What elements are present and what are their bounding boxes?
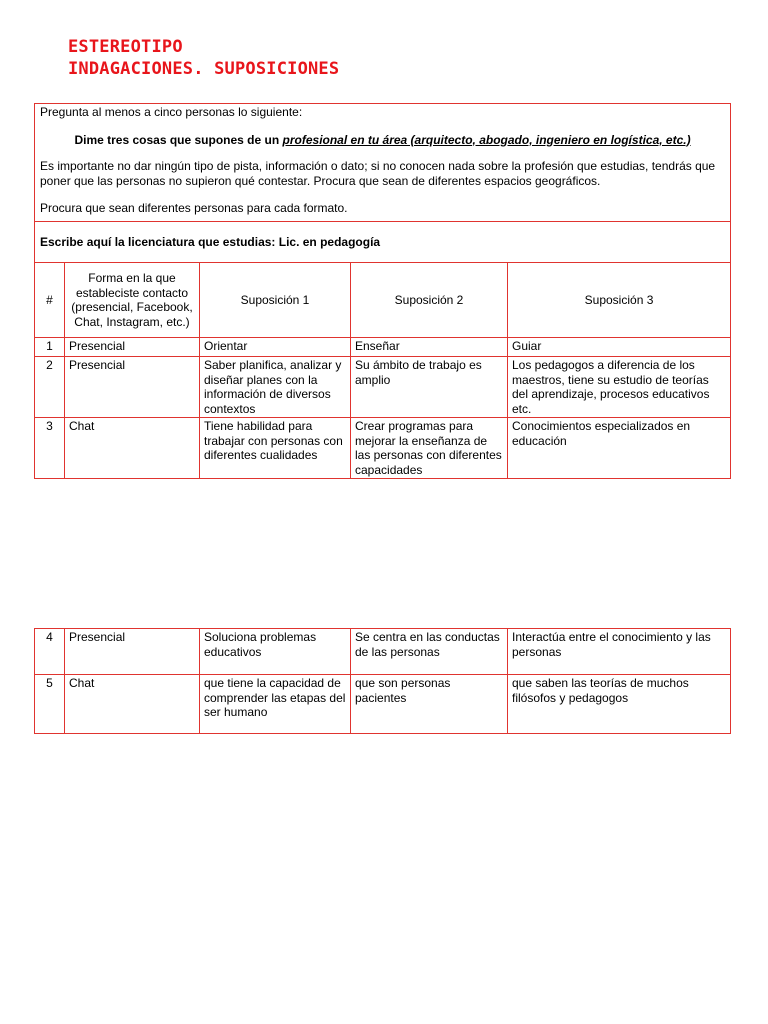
table-row — [35, 629, 731, 675]
question-prefix: Dime tres cosas que supones de un — [74, 132, 283, 147]
row-s2: Enseñar — [351, 338, 508, 357]
row-s3: que saben las teorías de muchos filósofos y pedagogos — [508, 675, 731, 734]
row-s1: Soluciona problemas educativos — [200, 629, 351, 675]
table-row — [35, 357, 731, 418]
row-s1: Saber planifica, analizar y diseñar planes con la información de diversos contextos — [200, 357, 351, 418]
page-header — [68, 36, 339, 80]
instruction-text: Pregunta al menos a cinco personas lo siguiente: — [40, 105, 303, 119]
col-header-s3: Suposición 3 — [508, 263, 731, 338]
row-contact: Presencial — [65, 357, 200, 418]
row-contact: Presencial — [65, 338, 200, 357]
row-contact: Presencial — [65, 629, 200, 675]
row-s3: Conocimientos especializados en educación — [508, 418, 731, 479]
question-text — [40, 133, 725, 148]
row-s2: Crear programas para mejorar la enseñanza de las personas con diferentes capacidades — [351, 418, 508, 479]
table-header-row — [35, 263, 731, 338]
page-subtitle: INDAGACIONES. SUPOSICIONES — [68, 59, 340, 79]
row-num: 4 — [35, 629, 65, 675]
note-text-2: Procura que sean diferentes personas para cada formato. — [40, 201, 348, 215]
row-s3: Guiar — [508, 338, 731, 357]
row-s2: Se centra en las conductas de las personas — [351, 629, 508, 675]
col-header-contact: Forma en la que estableciste contacto (presencial, Facebook, Chat, Instagram, etc.) — [65, 263, 200, 338]
assumptions-table-continued — [34, 628, 731, 734]
row-num: 3 — [35, 418, 65, 479]
table-row — [35, 418, 731, 479]
row-s1: que tiene la capacidad de comprender las etapas del ser humano — [200, 675, 351, 734]
table-row — [35, 675, 731, 734]
row-s1: Tiene habilidad para trabajar con personas con diferentes cualidades — [200, 418, 351, 479]
row-num: 5 — [35, 675, 65, 734]
instructions-cell — [35, 104, 731, 222]
row-s1: Orientar — [200, 338, 351, 357]
row-num: 2 — [35, 357, 65, 418]
degree-cell: Escribe aquí la licenciatura que estudias: Lic. en pedagogía — [35, 222, 731, 263]
col-header-s2: Suposición 2 — [351, 263, 508, 338]
assumptions-table — [34, 103, 731, 479]
row-s3: Interactúa entre el conocimiento y las personas — [508, 629, 731, 675]
row-num: 1 — [35, 338, 65, 357]
page-title: ESTEREOTIPO — [68, 37, 183, 57]
col-header-s1: Suposición 1 — [200, 263, 351, 338]
row-s2: Su ámbito de trabajo es amplio — [351, 357, 508, 418]
row-s2: que son personas pacientes — [351, 675, 508, 734]
table-row — [35, 338, 731, 357]
row-contact: Chat — [65, 418, 200, 479]
row-contact: Chat — [65, 675, 200, 734]
row-s3: Los pedagogos a diferencia de los maestros, tiene su estudio de teorías del aprendizaje, procesos educativos etc. — [508, 357, 731, 418]
note-text: Es importante no dar ningún tipo de pista, información o dato; si no conocen nada sobre la profesión que estudias, tendrás que poner que las personas no supieron qué contestar. Procura que sean de diferentes espacios geográficos. — [40, 159, 716, 188]
col-header-num: # — [35, 263, 65, 338]
question-underlined: profesional en tu área (arquitecto, abogado, ingeniero en logística, etc.) — [282, 132, 691, 147]
